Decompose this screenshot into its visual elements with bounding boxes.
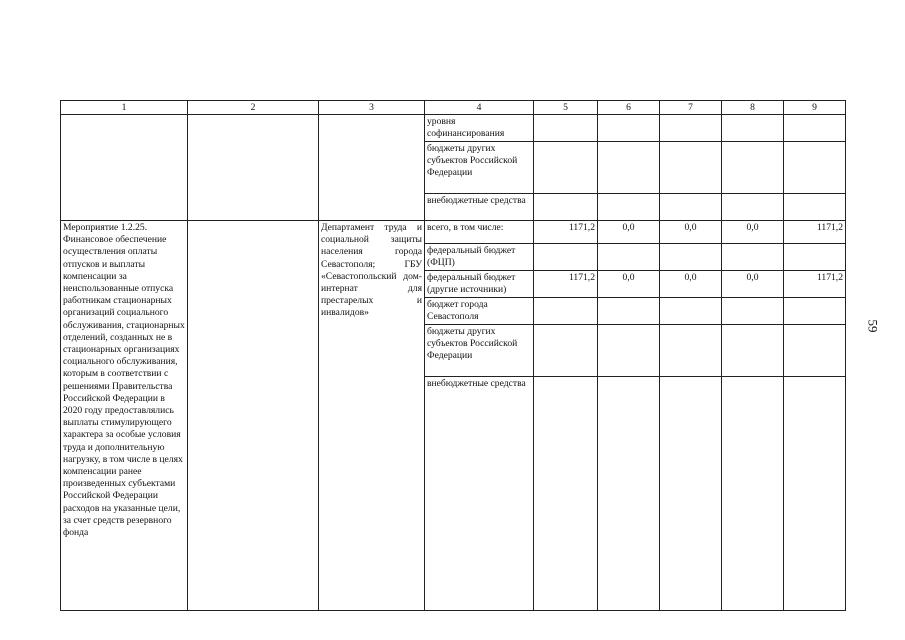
value-cell [534, 244, 598, 271]
value-cell [660, 377, 722, 611]
source-cell: всего, в том числе: [425, 221, 534, 244]
value-cell: 0,0 [660, 221, 722, 244]
table-row [61, 221, 846, 244]
value-cell [534, 194, 598, 221]
value-cell [784, 115, 846, 142]
continuation-col3-cell [319, 115, 425, 221]
value-cell [660, 244, 722, 271]
source-cell: внебюджетные средства [425, 377, 534, 611]
table-body [61, 101, 846, 611]
header-cell: 7 [660, 101, 722, 115]
value-cell [598, 244, 660, 271]
header-cell: 6 [598, 101, 660, 115]
header-cell: 9 [784, 101, 846, 115]
measure-col2-cell [188, 221, 319, 611]
value-cell [598, 325, 660, 377]
value-cell [784, 298, 846, 325]
value-cell [784, 325, 846, 377]
header-cell: 2 [188, 101, 319, 115]
budget-table [60, 100, 846, 611]
value-cell: 1171,2 [534, 221, 598, 244]
value-cell: 0,0 [660, 271, 722, 298]
page-number: 59 [865, 319, 881, 333]
value-cell: 0,0 [722, 271, 784, 298]
value-cell [598, 298, 660, 325]
value-cell [784, 194, 846, 221]
value-cell [660, 142, 722, 194]
value-cell [534, 377, 598, 611]
value-cell [660, 115, 722, 142]
source-cell: внебюджетные средства [425, 194, 534, 221]
header-cell: 3 [319, 101, 425, 115]
value-cell: 0,0 [722, 221, 784, 244]
value-cell: 1171,2 [784, 271, 846, 298]
continuation-col2-cell [188, 115, 319, 221]
value-cell [722, 377, 784, 611]
value-cell [534, 325, 598, 377]
value-cell [534, 142, 598, 194]
source-cell: федеральный бюджет (ФЦП) [425, 244, 534, 271]
value-cell [534, 298, 598, 325]
value-cell [660, 298, 722, 325]
source-cell: бюджеты других субъектов Российской Федерации [425, 325, 534, 377]
source-cell: бюджеты других субъектов Российской Федерации [425, 142, 534, 194]
table-header-row [61, 101, 846, 115]
value-cell: 0,0 [598, 271, 660, 298]
value-cell [722, 325, 784, 377]
value-cell [784, 142, 846, 194]
value-cell [598, 142, 660, 194]
value-cell: 1171,2 [784, 221, 846, 244]
header-cell: 5 [534, 101, 598, 115]
value-cell [660, 194, 722, 221]
value-cell [722, 244, 784, 271]
value-cell [598, 377, 660, 611]
value-cell [722, 142, 784, 194]
value-cell: 0,0 [598, 221, 660, 244]
source-cell: уровня софинансирования [425, 115, 534, 142]
source-cell: бюджет города Севастополя [425, 298, 534, 325]
header-cell: 4 [425, 101, 534, 115]
header-cell: 1 [61, 101, 188, 115]
measure-name-cell: Мероприятие 1.2.25. Финансовое обеспечение осуществления оплаты отпусков и выплаты компенсации за неиспользованные отпуска работникам стационарных организаций социального обслуживания, стационарных отделений, созданных не в стационарных организациях социального обслуживания, которым в соответствии с решениями Правительства Российской Федерации в 2020 году предоставлялись выплаты стимулирующего характера за особые условия труда и дополнительную нагрузку, в том числе в целях компенсации ранее произведенных субъектами Российской Федерации расходов на указанные цели, за счет средств резервного фонда [61, 221, 188, 611]
value-cell [784, 244, 846, 271]
header-cell: 8 [722, 101, 784, 115]
value-cell [784, 377, 846, 611]
executor-cell: Департамент труда и социальной защиты населения города Севастополя; ГБУ «Севастопольский дом-интернат для престарелых и инвалидов» [319, 221, 425, 611]
value-cell [534, 115, 598, 142]
continuation-col1-cell [61, 115, 188, 221]
table-row [61, 115, 846, 142]
value-cell [722, 298, 784, 325]
source-cell: федеральный бюджет (другие источники) [425, 271, 534, 298]
value-cell: 1171,2 [534, 271, 598, 298]
value-cell [598, 194, 660, 221]
value-cell [722, 194, 784, 221]
value-cell [722, 115, 784, 142]
value-cell [660, 325, 722, 377]
value-cell [598, 115, 660, 142]
